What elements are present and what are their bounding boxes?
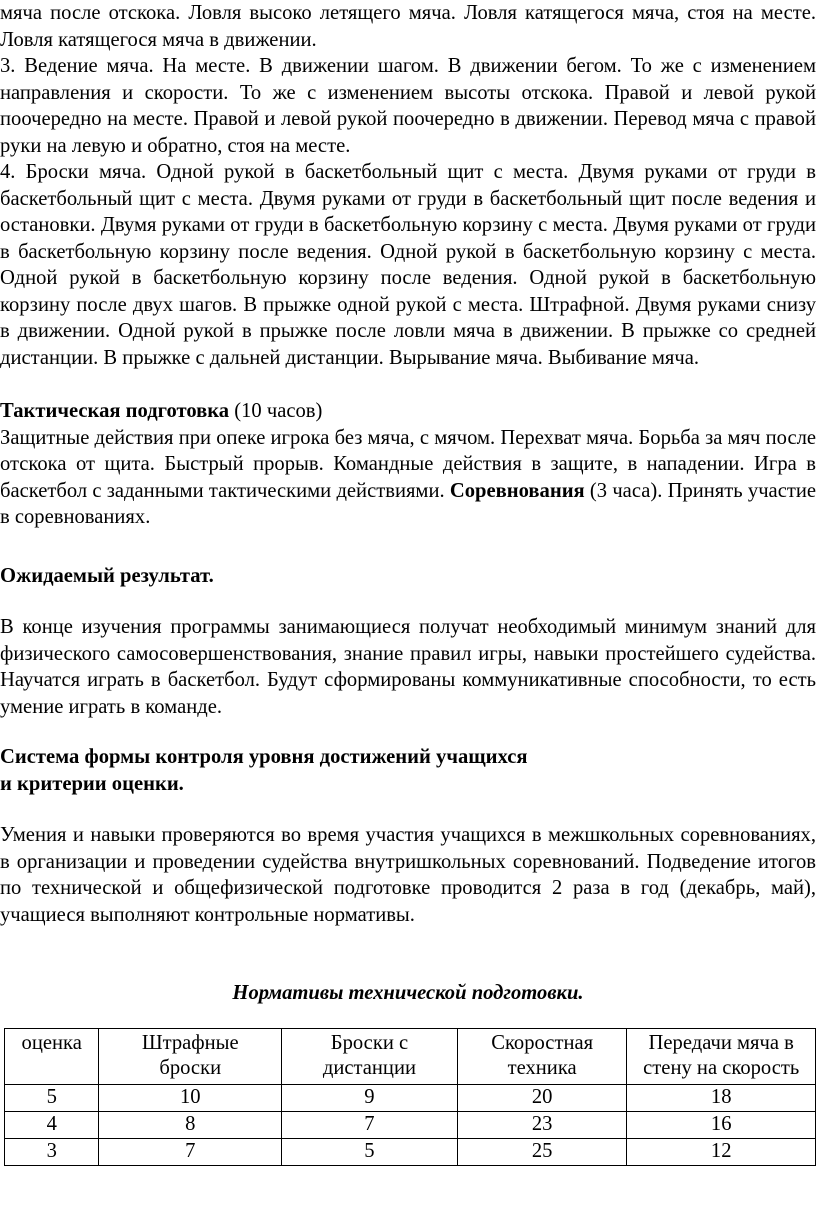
- paragraph-tactical: [0, 398, 816, 531]
- tactical-hours: (10 часов): [229, 400, 323, 422]
- table-cell: 18: [627, 1085, 816, 1112]
- control-heading-line2: и критерии оценки.: [0, 772, 184, 795]
- tactical-text: Защитные действия при опеке игрока без мяча, с мячом. Перехват мяча. Борьба за мяч после отскока от щита. Быстрый прорыв. Командные действия в защите, в нападении. Игра в баскетбол с заданными тактическими действиями.: [0, 426, 816, 502]
- tactical-title: Тактическая подготовка: [0, 400, 230, 422]
- header-speed-technique: Скоростная техника: [457, 1029, 627, 1085]
- header-grade: оценка: [5, 1029, 99, 1085]
- expected-result-text: В конце изучения программы занимающиеся получат необходимый минимум знаний для физического самосовершенствования, знание правил игры, навыки простейшего судейства. Научатся играть в баскетбол. Будут сформированы коммуникативные способности, то есть умение играть в команде.: [0, 616, 816, 718]
- control-heading: [0, 744, 816, 797]
- table-row: [5, 1112, 816, 1139]
- table-cell: 9: [282, 1085, 458, 1112]
- table-cell: 8: [99, 1112, 282, 1139]
- competitions-text: (3 часа). Принять участие в соревнованиях.: [0, 479, 816, 528]
- table-cell: 20: [457, 1085, 627, 1112]
- table-cell: 3: [5, 1139, 99, 1166]
- expected-result-heading: Ожидаемый результат.: [0, 565, 214, 587]
- table-cell: 12: [627, 1139, 816, 1166]
- control-text: Умения и навыки проверяются во время участия учащихся в межшкольных соревнованиях, в организации и проведении судейства внутришкольных соревнований. Подведение итогов по технической и общефизической подготовке проводится 2 раза в год (декабрь, май), учащиеся выполняют контрольные нормативы.: [0, 824, 816, 926]
- table-cell: 16: [627, 1112, 816, 1139]
- competitions-title: Соревнования: [449, 479, 585, 502]
- table-cell: 23: [457, 1112, 627, 1139]
- table-cell: 7: [282, 1112, 458, 1139]
- table-caption: Нормативы технической подготовки.: [232, 982, 584, 1004]
- header-free-throws: Штрафные броски: [99, 1029, 282, 1085]
- paragraph-dribbling: 3. Ведение мяча. На месте. В движении шагом. В движении бегом. То же с изменением направления и скорости. То же с изменением высоты отскока. Правой и левой рукой поочередно на месте. Правой и левой рукой поочередно в движении. Перевод мяча с правой руки на левую и обратно, стоя на месте.: [0, 55, 816, 157]
- table-cell: 25: [457, 1139, 627, 1166]
- table-header-row: [5, 1029, 816, 1085]
- table-row: [5, 1085, 816, 1112]
- table-cell: 5: [5, 1085, 99, 1112]
- paragraph-catching: мяча после отскока. Ловля высоко летящего мяча. Ловля катящегося мяча, стоя на месте. Ловля катящегося мяча в движении.: [0, 2, 816, 51]
- table-cell: 5: [282, 1139, 458, 1166]
- paragraph-shooting: 4. Броски мяча. Одной рукой в баскетбольный щит с места. Двумя руками от груди в баскетбольный щит с места. Двумя руками от груди в баскетбольный щит после ведения и остановки. Двумя руками от груди в баскетбольную корзину с места. Двумя руками от груди в баскетбольную корзину после ведения. Одной рукой в баскетбольную корзину с места. Одной рукой в баскетбольную корзину после ведения. Одной рукой в баскетбольную корзину после двух шагов. В прыжке одной рукой с места. Штрафной. Двумя руками снизу в движении. Одной рукой в прыжке после ловли мяча в движении. В прыжке со средней дистанции. В прыжке с дальней дистанции. Вырывание мяча. Выбивание мяча.: [0, 161, 816, 369]
- table-row: [5, 1139, 816, 1166]
- table-cell: 4: [5, 1112, 99, 1139]
- norms-table: [4, 1028, 816, 1166]
- control-heading-line1: Система формы контроля уровня достижений учащихся: [0, 746, 528, 768]
- table-cell: 7: [99, 1139, 282, 1166]
- table-cell: 10: [99, 1085, 282, 1112]
- header-wall-passes: Передачи мяча в стену на скорость: [627, 1029, 816, 1085]
- header-distance-shots: Броски с дистанции: [282, 1029, 458, 1085]
